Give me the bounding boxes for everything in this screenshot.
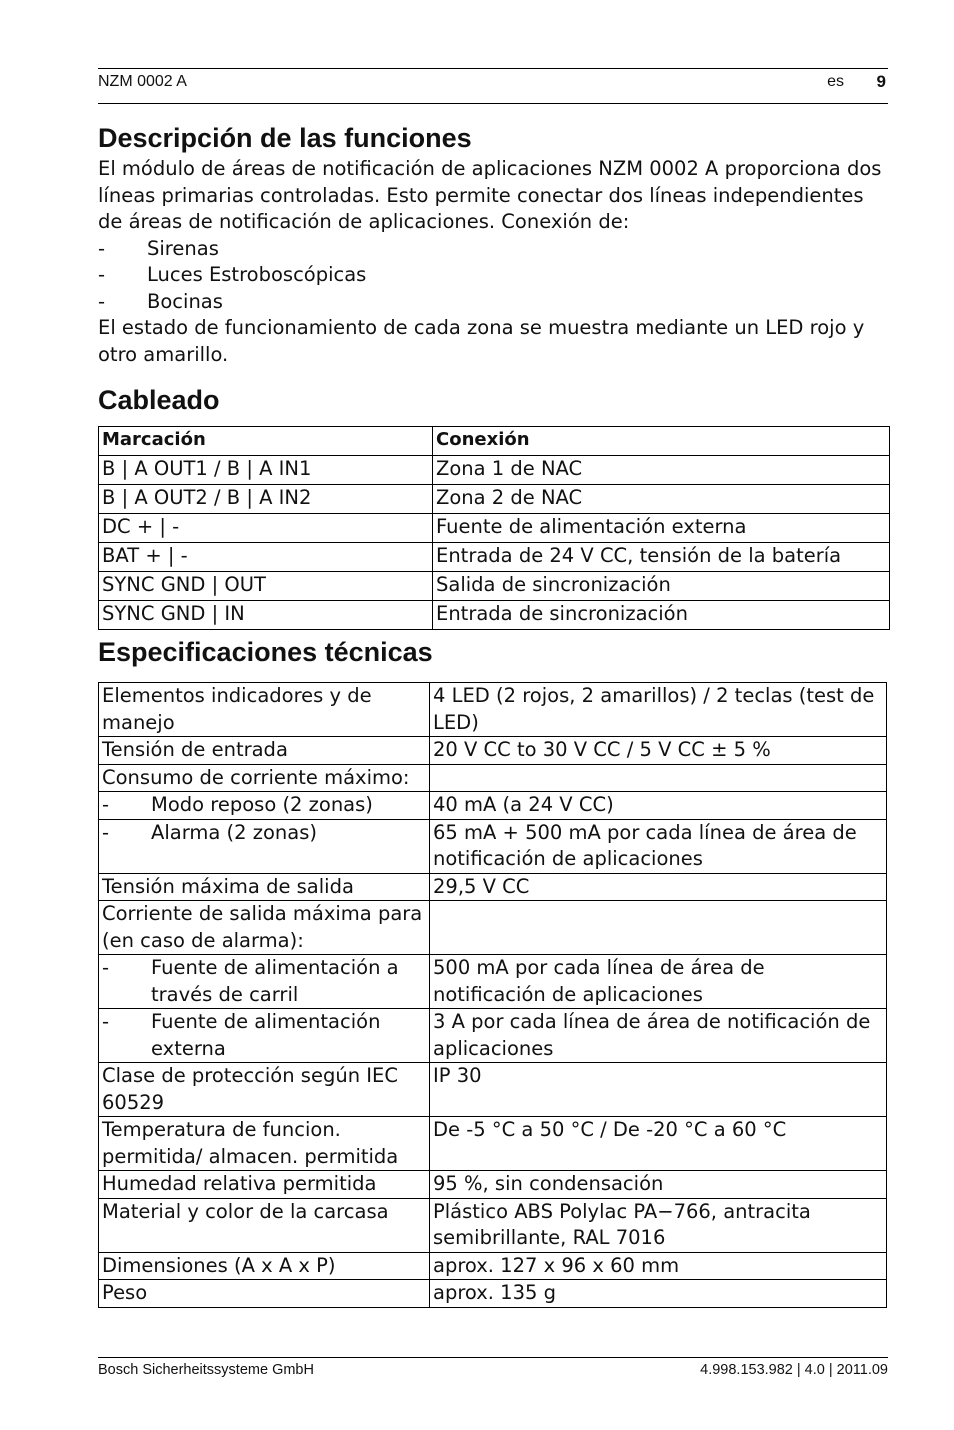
page-header	[98, 68, 888, 104]
table-row	[99, 901, 887, 955]
spec-label: Tensión de entrada	[99, 737, 430, 765]
table-row	[99, 792, 887, 820]
spec-label: Temperatura de funcion. permitida/ almacen. permitida	[99, 1117, 430, 1171]
list-item: - Sirenas	[98, 236, 890, 263]
table-row	[99, 955, 887, 1009]
spec-label: Elementos indicadores y de manejo	[99, 683, 430, 737]
list-item: - Bocinas	[98, 289, 890, 316]
spec-label: Humedad relativa permitida	[99, 1171, 430, 1199]
table-row	[99, 819, 887, 873]
table-row	[99, 572, 890, 601]
table-row	[99, 1117, 887, 1171]
spec-label: Corriente de salida máxima para (en caso de alarma):	[99, 901, 430, 955]
page-number: 9	[876, 72, 886, 91]
table-row	[99, 1280, 887, 1308]
document-info: 4.998.153.982 | 4.0 | 2011.09	[700, 1362, 888, 1378]
spec-value: 500 mA por cada línea de área de notificación de aplicaciones	[430, 955, 887, 1009]
table-row	[99, 514, 890, 543]
column-header: Conexión	[433, 427, 890, 456]
spec-value: 95 %, sin condensación	[430, 1171, 887, 1199]
document-id: NZM 0002 A	[98, 73, 187, 90]
spec-value	[430, 764, 887, 792]
spec-value: 65 mA + 500 mA por cada línea de área de notificación de aplicaciones	[430, 819, 887, 873]
table-cell: Zona 2 de NAC	[433, 485, 890, 514]
table-row	[99, 601, 890, 630]
spec-value: 4 LED (2 rojos, 2 amarillos) / 2 teclas (test de LED)	[430, 683, 887, 737]
spec-sublabel: - Fuente de alimentación externa	[102, 1009, 426, 1062]
spec-value: aprox. 135 g	[430, 1280, 887, 1308]
page-footer	[98, 1357, 888, 1378]
spec-value: IP 30	[430, 1063, 887, 1117]
device-list	[98, 236, 890, 316]
specs-table	[98, 682, 887, 1308]
spec-value: Plástico ABS Polylac PA−766, antracita semibrillante, RAL 7016	[430, 1198, 887, 1252]
company-name: Bosch Sicherheitssysteme GmbH	[98, 1362, 314, 1378]
table-row	[99, 456, 890, 485]
section-title-specs: Especificaciones técnicas	[98, 637, 433, 667]
table-cell: Entrada de sincronización	[433, 601, 890, 630]
table-row	[99, 1063, 887, 1117]
functions-intro: El módulo de áreas de notificación de aplicaciones NZM 0002 A proporciona dos líneas primarias controladas. Esto permite conectar dos líneas independientes de áreas de notificación de aplicaciones. Conexión de:	[98, 157, 882, 233]
table-cell: SYNC GND | OUT	[99, 572, 433, 601]
table-row	[99, 764, 887, 792]
spec-sublabel: - Fuente de alimentación a través de carril	[102, 955, 426, 1008]
page-content	[98, 120, 890, 1308]
table-row	[99, 485, 890, 514]
functions-outro: El estado de funcionamiento de cada zona se muestra mediante un LED rojo y otro amarillo.	[98, 316, 865, 366]
column-header: Marcación	[99, 427, 433, 456]
table-row	[99, 873, 887, 901]
table-row	[99, 683, 887, 737]
table-row	[99, 1009, 887, 1063]
spec-value: 3 A por cada línea de área de notificación de aplicaciones	[430, 1009, 887, 1063]
spec-label: Material y color de la carcasa	[99, 1198, 430, 1252]
spec-value: De -5 °C a 50 °C / De -20 °C a 60 °C	[430, 1117, 887, 1171]
spec-label	[99, 1009, 430, 1063]
spec-label	[99, 819, 430, 873]
table-cell: Entrada de 24 V CC, tensión de la batería	[433, 543, 890, 572]
wiring-table	[98, 426, 890, 630]
spec-value: aprox. 127 x 96 x 60 mm	[430, 1252, 887, 1280]
list-item: - Luces Estroboscópicas	[98, 262, 890, 289]
table-cell: Fuente de alimentación externa	[433, 514, 890, 543]
table-row	[99, 1252, 887, 1280]
table-cell: B | A OUT2 / B | A IN2	[99, 485, 433, 514]
spec-label: Clase de protección según IEC 60529	[99, 1063, 430, 1117]
spec-label: Dimensiones (A x A x P)	[99, 1252, 430, 1280]
table-row	[99, 1171, 887, 1199]
table-header-row	[99, 427, 890, 456]
spec-label: Peso	[99, 1280, 430, 1308]
spec-value	[430, 901, 887, 955]
table-cell: B | A OUT1 / B | A IN1	[99, 456, 433, 485]
spec-label	[99, 792, 430, 820]
table-cell: BAT + | -	[99, 543, 433, 572]
table-row	[99, 737, 887, 765]
spec-sublabel: - Modo reposo (2 zonas)	[102, 792, 426, 819]
section-title-functions: Descripción de las funciones	[98, 123, 472, 153]
section-title-wiring: Cableado	[98, 385, 220, 415]
spec-value: 40 mA (a 24 V CC)	[430, 792, 887, 820]
spec-label: Consumo de corriente máximo:	[99, 764, 430, 792]
table-cell: DC + | -	[99, 514, 433, 543]
spec-sublabel: - Alarma (2 zonas)	[102, 820, 426, 847]
language-code: es	[827, 73, 844, 90]
spec-label: Tensión máxima de salida	[99, 873, 430, 901]
table-row	[99, 1198, 887, 1252]
spec-label	[99, 955, 430, 1009]
table-cell: SYNC GND | IN	[99, 601, 433, 630]
table-row	[99, 543, 890, 572]
spec-value: 29,5 V CC	[430, 873, 887, 901]
table-cell: Salida de sincronización	[433, 572, 890, 601]
spec-value: 20 V CC to 30 V CC / 5 V CC ± 5 %	[430, 737, 887, 765]
table-cell: Zona 1 de NAC	[433, 456, 890, 485]
